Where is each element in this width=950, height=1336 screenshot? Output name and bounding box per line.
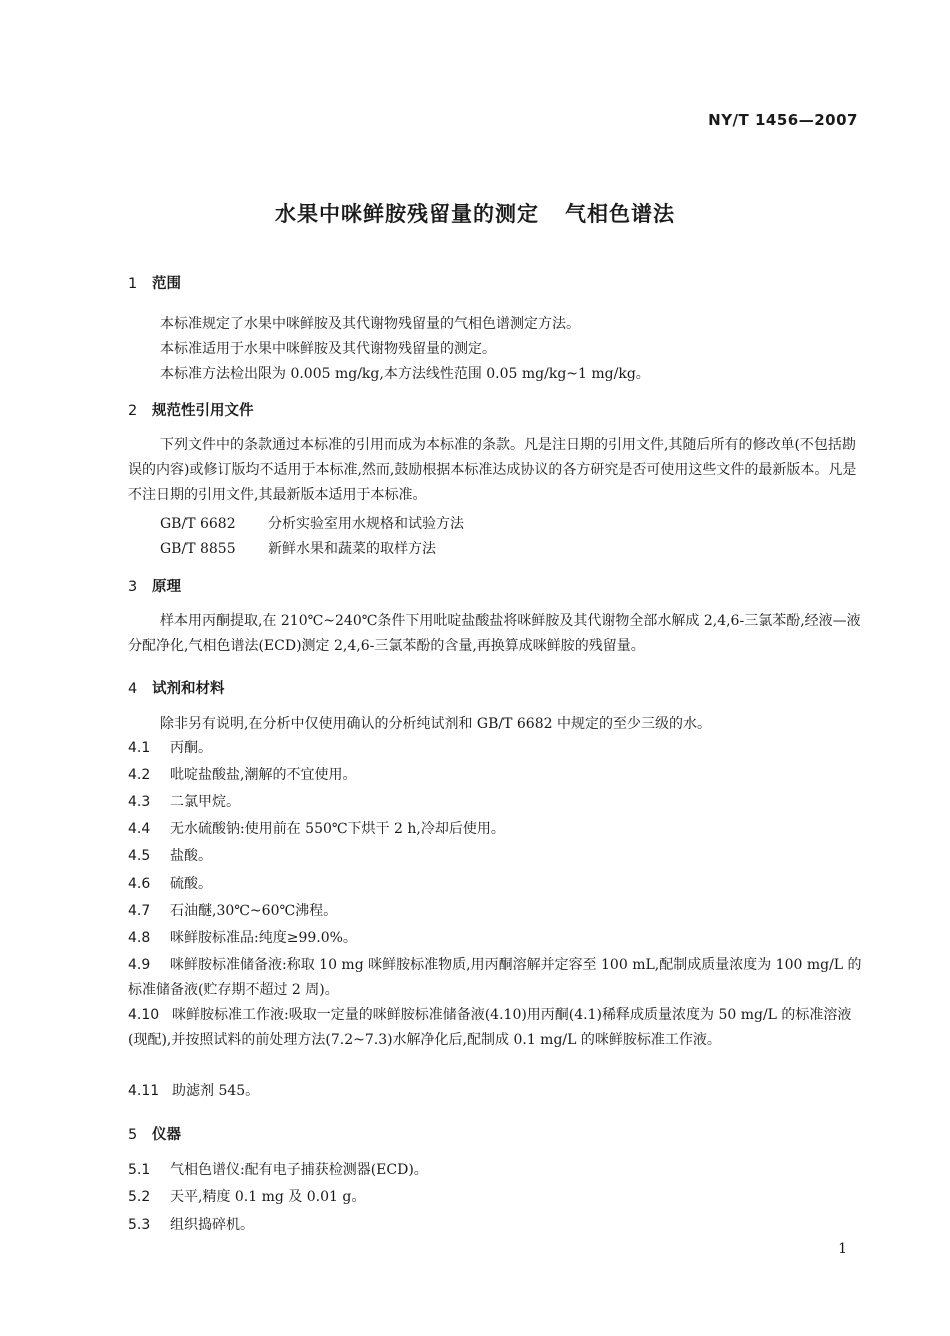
section-number: 3 xyxy=(128,579,138,595)
title-method: 气相色谱法 xyxy=(565,202,675,226)
item-text: 助滤剂 545。 xyxy=(172,1083,260,1099)
item-text: 咪鲜胺标准品:纯度≥99.0%。 xyxy=(170,930,357,946)
list-item xyxy=(128,872,863,897)
reagents-intro: 除非另有说明,在分析中仅使用确认的分析纯试剂和 GB/T 6682 中规定的至少三级的水。 xyxy=(160,716,711,732)
principle-paragraph xyxy=(128,609,863,659)
item-number: 4.3 xyxy=(128,794,151,810)
standard-code: NY/T 1456—2007 xyxy=(708,111,858,129)
item-text: 天平,精度 0.1 mg 及 0.01 g。 xyxy=(170,1189,366,1205)
item-text: 气相色谱仪:配有电子捕获检测器(ECD)。 xyxy=(170,1162,428,1178)
item-text: 咪鲜胺标准工作液:吸取一定量的咪鲜胺标准储备液(4.10)用丙酮(4.1)稀释成质量浓度为 50 mg/L 的标准溶液(现配),并按照试料的前处理方法(7.2~7.3)水解净化后,配制成 0.1 mg/L 的咪鲜胺标准工作液。 xyxy=(128,1007,852,1048)
list-item xyxy=(128,899,863,924)
item-text: 丙酮。 xyxy=(170,740,212,756)
item-text: 组织捣碎机。 xyxy=(170,1217,254,1233)
section-title: 原理 xyxy=(152,579,181,595)
item-number: 5.2 xyxy=(128,1189,151,1205)
list-item xyxy=(128,763,863,788)
list-item xyxy=(128,844,863,869)
item-number: 4.11 xyxy=(128,1083,160,1099)
section-title: 范围 xyxy=(152,276,181,292)
reference-code: GB/T 8855 xyxy=(160,541,236,557)
list-item xyxy=(128,1185,863,1210)
list-item xyxy=(128,1158,863,1183)
scope-line-1: 本标准规定了水果中咪鲜胺及其代谢物残留量的气相色谱测定方法。 xyxy=(160,316,580,332)
item-text: 咪鲜胺标准储备液:称取 10 mg 咪鲜胺标准物质,用丙酮溶解并定容至 100 mL,配制成质量浓度为 100 mg/L 的标准储备液(贮存期不超过 2 周)。 xyxy=(128,957,862,998)
reference-title: 分析实验室用水规格和试验方法 xyxy=(268,516,464,532)
section-1-heading xyxy=(128,272,181,293)
section-number: 2 xyxy=(128,403,138,419)
list-item xyxy=(128,790,863,815)
section-3-heading xyxy=(128,575,181,596)
reference-item xyxy=(160,513,464,533)
item-text: 石油醚,30℃~60℃沸程。 xyxy=(170,903,338,919)
item-number: 4.8 xyxy=(128,930,151,946)
reference-code: GB/T 6682 xyxy=(160,516,236,532)
item-number: 4.10 xyxy=(128,1007,160,1023)
section-number: 1 xyxy=(128,276,138,292)
item-text: 无水硫酸钠:使用前在 550℃下烘干 2 h,冷却后使用。 xyxy=(170,821,505,837)
reference-item xyxy=(160,538,436,558)
list-item xyxy=(128,817,863,842)
scope-line-2: 本标准适用于水果中咪鲜胺及其代谢物残留量的测定。 xyxy=(160,341,496,357)
item-number: 4.7 xyxy=(128,903,151,919)
item-number: 4.9 xyxy=(128,957,151,973)
list-item xyxy=(128,1213,863,1238)
item-text: 二氯甲烷。 xyxy=(170,794,240,810)
document-title xyxy=(0,198,950,228)
section-5-heading xyxy=(128,1123,181,1144)
item-text: 盐酸。 xyxy=(170,848,212,864)
section-number: 5 xyxy=(128,1127,138,1143)
section-4-heading xyxy=(128,677,225,698)
item-number: 4.4 xyxy=(128,821,151,837)
item-number: 5.3 xyxy=(128,1217,151,1233)
item-text: 吡啶盐酸盐,潮解的不宜使用。 xyxy=(170,767,357,783)
reference-title: 新鲜水果和蔬菜的取样方法 xyxy=(268,541,436,557)
list-item xyxy=(128,926,863,951)
item-number: 5.1 xyxy=(128,1162,151,1178)
section-title: 试剂和材料 xyxy=(152,681,225,697)
item-number: 4.6 xyxy=(128,876,151,892)
paragraph-text: 下列文件中的条款通过本标准的引用而成为本标准的条款。凡是注日期的引用文件,其随后所有的修改单(不包括勘误的内容)或修订版均不适用于本标准,然而,鼓励根据本标准达成协议的各方研究是否可使用这些文件的最新版本。凡是不注日期的引用文件,其最新版本适用于本标准。 xyxy=(128,437,857,503)
item-number: 4.5 xyxy=(128,848,151,864)
section-title: 仪器 xyxy=(152,1127,181,1143)
list-item xyxy=(128,953,863,1003)
page-number: 1 xyxy=(838,1241,847,1257)
section-2-heading xyxy=(128,399,254,420)
item-number: 4.1 xyxy=(128,740,151,756)
section-number: 4 xyxy=(128,681,138,697)
title-main: 水果中咪鲜胺残留量的测定 xyxy=(275,202,539,226)
list-item xyxy=(128,736,863,761)
list-item xyxy=(128,1079,863,1104)
section-title: 规范性引用文件 xyxy=(152,403,254,419)
item-text: 硫酸。 xyxy=(170,876,212,892)
normative-references-paragraph xyxy=(128,433,863,508)
item-number: 4.2 xyxy=(128,767,151,783)
list-item xyxy=(128,1003,863,1053)
scope-line-3: 本标准方法检出限为 0.005 mg/kg,本方法线性范围 0.05 mg/kg~1 mg/kg。 xyxy=(160,366,650,382)
paragraph-text: 样本用丙酮提取,在 210℃~240℃条件下用吡啶盐酸盐将咪鲜胺及其代谢物全部水解成 2,4,6-三氯苯酚,经液—液分配净化,气相色谱法(ECD)测定 2,4,6-三氯苯酚的含量,再换算成咪鲜胺的残留量。 xyxy=(128,613,861,654)
